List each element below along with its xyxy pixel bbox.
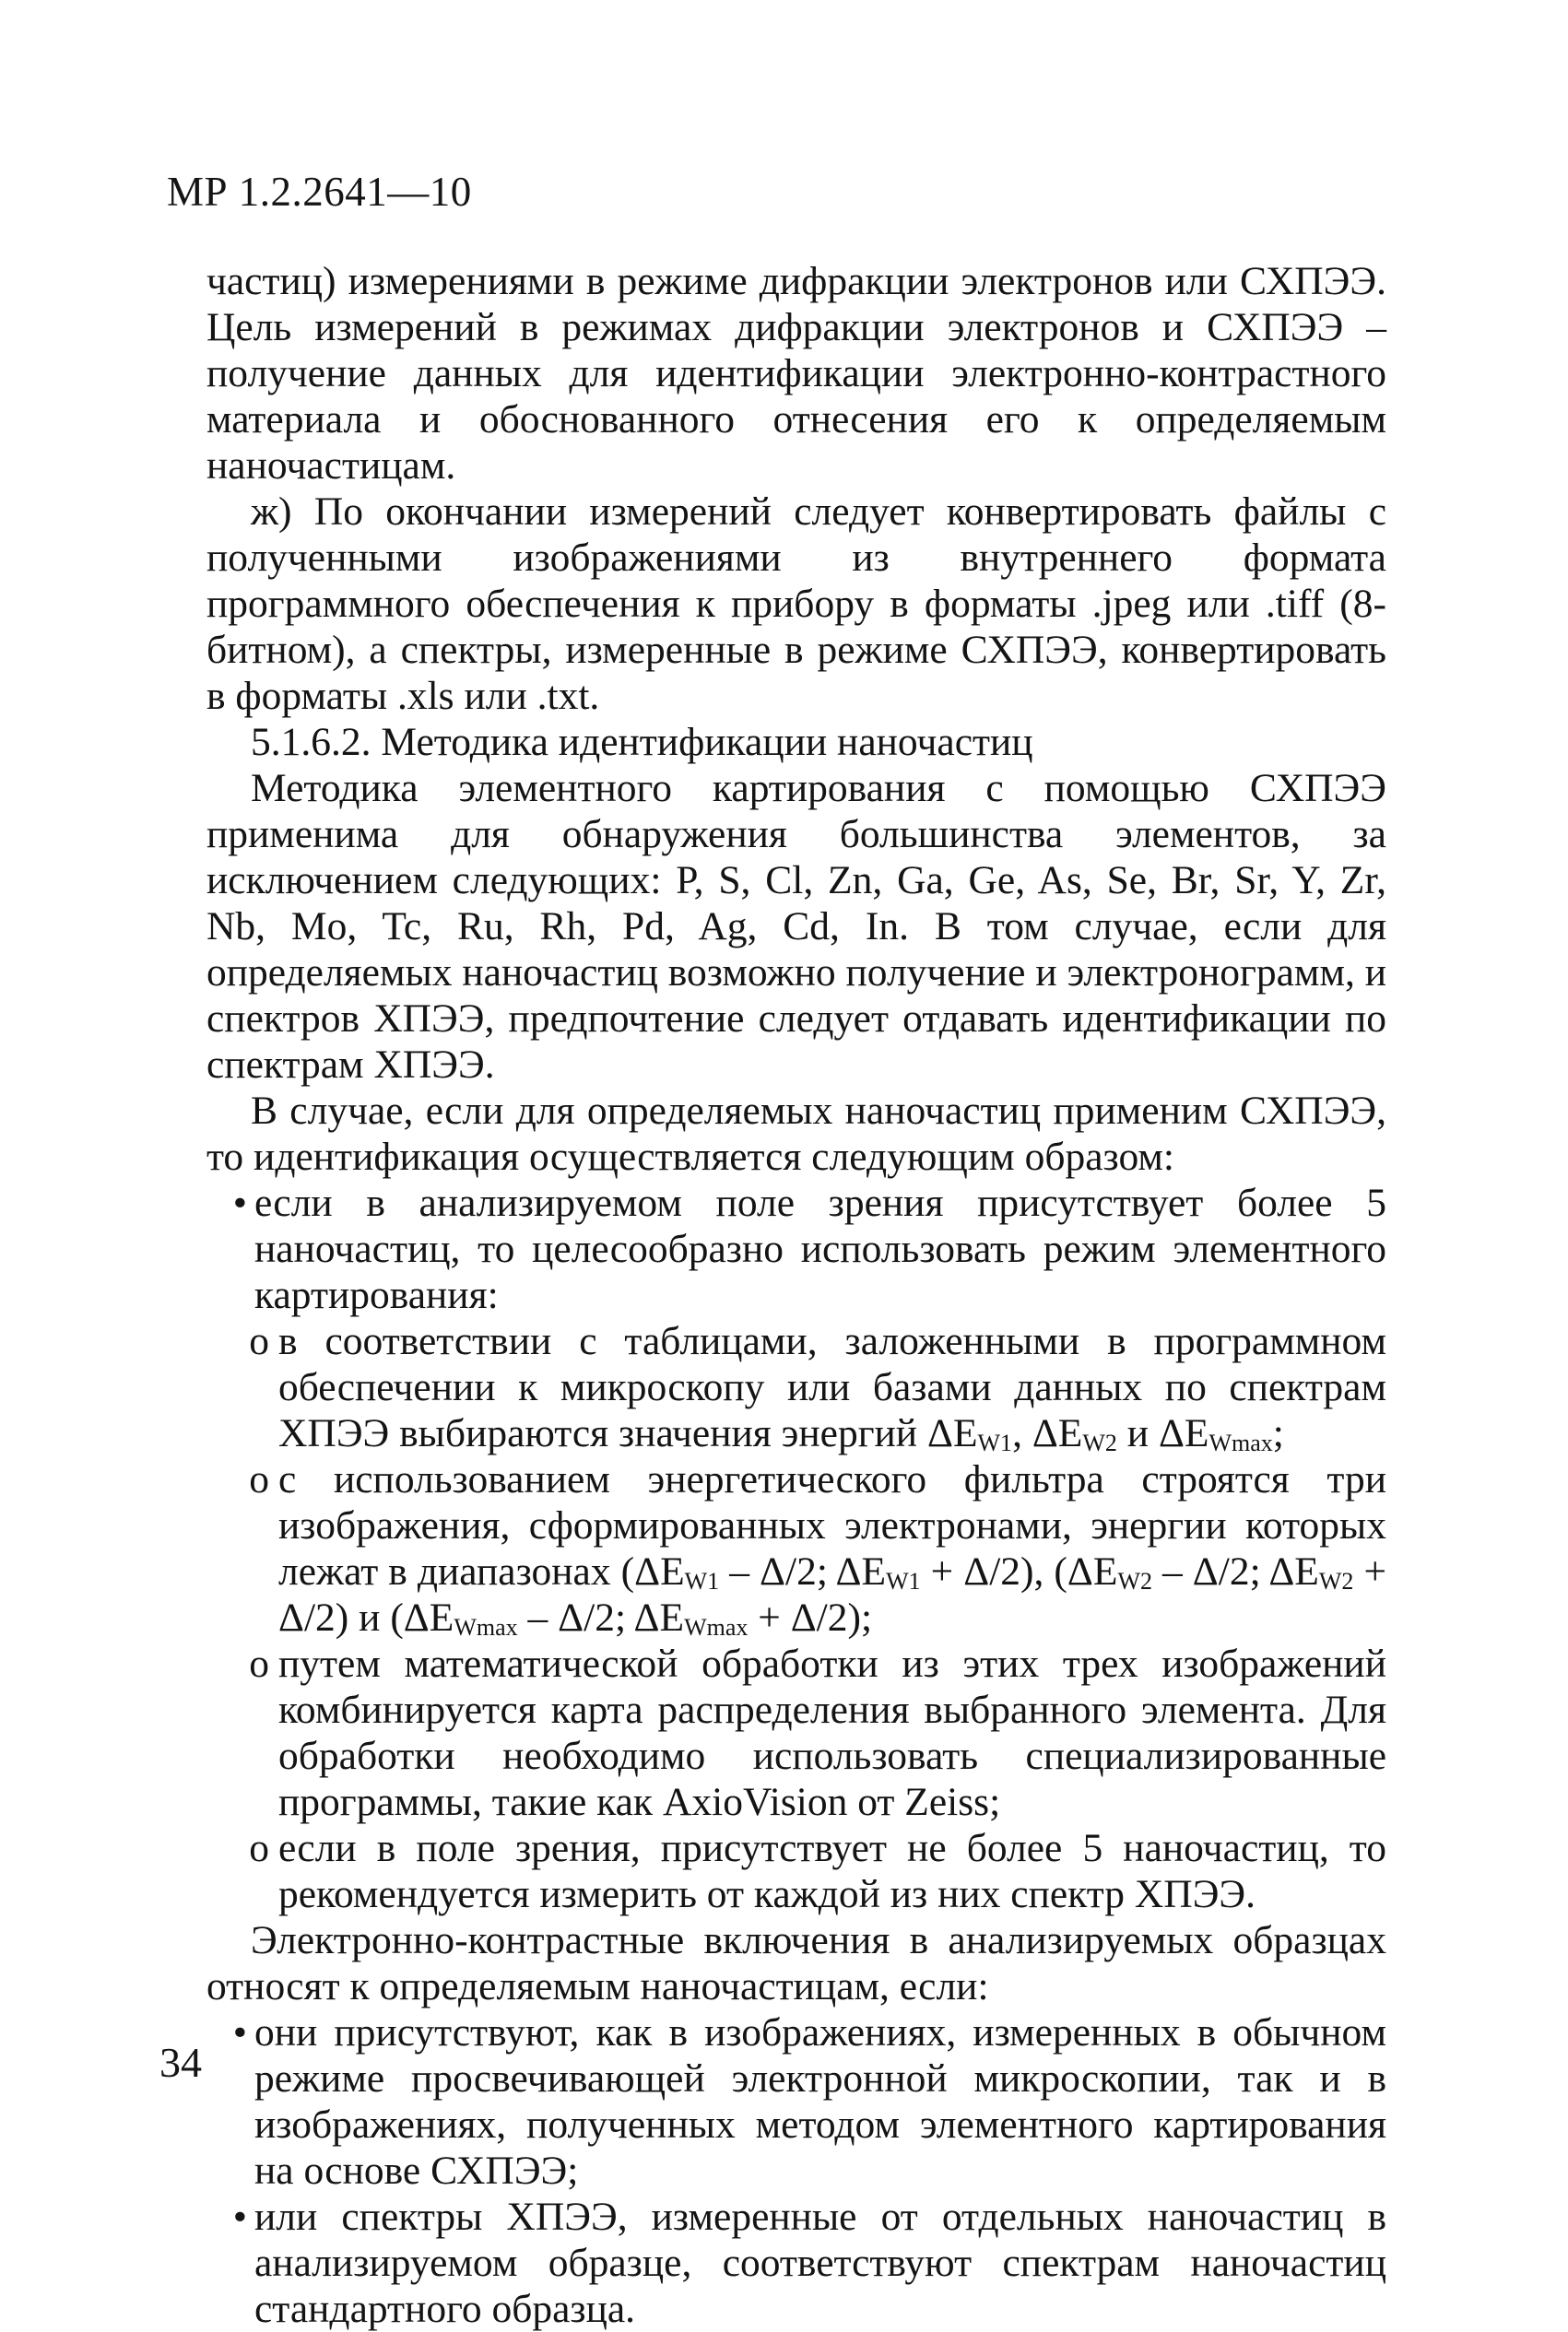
page-body xyxy=(206,258,1386,2332)
section-heading-5-1-6-2: 5.1.6.2. Методика идентификации наночастиц xyxy=(251,720,1033,764)
bullet-text: если в анализируемом поле зрения присутствует более 5 наночастиц, то целесообразно использовать режим элементного картирования: xyxy=(254,1181,1386,1317)
bullet-item-criteria-spectra xyxy=(206,2194,1386,2332)
formula-delta-e: ΔE xyxy=(1158,1411,1209,1455)
bullet-item-mapping-mode xyxy=(206,1180,1386,1318)
sub-item-energy-selection xyxy=(206,1318,1386,1456)
formula-delta-e: ΔE xyxy=(926,1411,978,1455)
formula-delta-e: ΔE xyxy=(1032,1411,1083,1455)
formula-part: + Δ/2); xyxy=(748,1596,873,1640)
sub-bullet-icon: o xyxy=(249,1319,269,1363)
bullet-text: или спектры ХПЭЭ, измеренные от отдельных наночастиц в анализируемом образце, соответствуют спектрам наночастиц стандартного образца. xyxy=(254,2195,1386,2331)
paragraph-continuation: частиц) измерениями в режиме дифракции электронов или СХПЭЭ. Цель измерений в режимах дифракции электронов и СХПЭЭ – получение данных для идентификации электронно-контрастного материала и обоснованного отнесения его к определяемым наночастицам. xyxy=(206,259,1386,488)
bullet-icon: • xyxy=(232,2195,247,2239)
sub-bullet-icon: o xyxy=(249,1642,269,1686)
formula-separator: ; xyxy=(1272,1411,1284,1455)
formula-subscript: Wmax xyxy=(454,1614,518,1641)
formula-separator: и xyxy=(1116,1411,1159,1455)
sub-item-text-lead: в соответствии с таблицами, заложенными в программном обеспечении к микроскопу или базами данных по спектрам ХПЭЭ выбираются значения энергий xyxy=(278,1319,1386,1455)
bullet-icon: • xyxy=(232,1181,247,1225)
paragraph-identification-intro: В случае, если для определяемых наночастиц применим СХПЭЭ, то идентификация осуществляется следующим образом: xyxy=(206,1089,1386,1179)
bullet-icon: • xyxy=(232,2010,247,2055)
bullet-text: они присутствуют, как в изображениях, измеренных в обычном режиме просвечивающей электронной микроскопии, так и в изображениях, полученных методом элементного картирования на основе СХПЭЭ; xyxy=(254,2010,1386,2193)
formula-subscript: W2 xyxy=(1082,1430,1117,1456)
sub-item-text: путем математической обработки из этих трех изображений комбинируется карта распределения выбранного элемента. Для обработки необходимо использовать специализированные программы, такие как AxioVision от Zeiss; xyxy=(278,1642,1386,1824)
formula-part: – Δ/2; ΔE xyxy=(1152,1549,1319,1594)
formula-subscript: W2 xyxy=(1117,1568,1152,1595)
formula-subscript: Wmax xyxy=(684,1614,749,1641)
bullet-item-criteria-images xyxy=(206,2009,1386,2194)
sub-item-map-combination xyxy=(206,1641,1386,1825)
formula-subscript: W1 xyxy=(684,1568,720,1595)
sub-item-spectrum-measurement xyxy=(206,1825,1386,1917)
sub-bullet-icon: o xyxy=(249,1457,269,1502)
formula-separator: , xyxy=(1012,1411,1032,1455)
sub-item-text xyxy=(278,1318,1386,1456)
paragraph-method-description: Методика элементного картирования с помощью СХПЭЭ применима для обнаружения большинства элементов, за исключением следующих: P, S, Cl, Zn, Ga, Ge, As, Se, Br, Sr, Y, Zr, Nb, Mo, Tc, Ru, Rh, Pd, Ag, Cd, In. В том случае, если для определяемых наночастиц возможно получение и электронограмм, и спектров ХПЭЭ, предпочтение следует отдавать идентификации по спектрам ХПЭЭ. xyxy=(206,766,1387,1087)
sub-item-text-lead: с использованием энергетического фильтра строятся три изображения, сформированных электронами, энергии которых лежат в диапазонах xyxy=(278,1457,1386,1594)
formula-subscript: Wmax xyxy=(1208,1430,1273,1456)
formula-subscript: W2 xyxy=(1318,1568,1354,1595)
formula-part: – Δ/2; ΔE xyxy=(517,1596,685,1640)
formula-subscript: W1 xyxy=(977,1430,1013,1456)
formula-part: (ΔE xyxy=(620,1549,685,1594)
page-number: 34 xyxy=(159,2039,202,2086)
sub-item-text xyxy=(278,1456,1386,1641)
sub-item-text: если в поле зрения, присутствует не более 5 наночастиц, то рекомендуется измерить от каждой из них спектр ХПЭЭ. xyxy=(278,1826,1386,1916)
paragraph-item-zh: ж) По окончании измерений следует конвертировать файлы с полученными изображениями из внутреннего формата программного обеспечения к прибору в форматы .jpeg или .tiff (8-битном), а спектры, измеренные в режиме СХПЭЭ, конвертировать в форматы .xls или .txt. xyxy=(206,489,1386,718)
document-code-header: МР 1.2.2641—10 xyxy=(167,169,472,215)
sub-item-energy-filter xyxy=(206,1456,1386,1641)
formula-subscript: W1 xyxy=(886,1568,921,1595)
formula-part: – Δ/2; ΔE xyxy=(719,1549,887,1594)
formula-part: + Δ/2) и (ΔE xyxy=(278,1549,1386,1640)
paragraph-criteria-intro: Электронно-контрастные включения в анализируемых образцах относят к определяемым наночастицам, если: xyxy=(206,1918,1386,2008)
formula-part: + Δ/2), (ΔE xyxy=(920,1549,1118,1594)
sub-bullet-icon: o xyxy=(249,1826,269,1870)
